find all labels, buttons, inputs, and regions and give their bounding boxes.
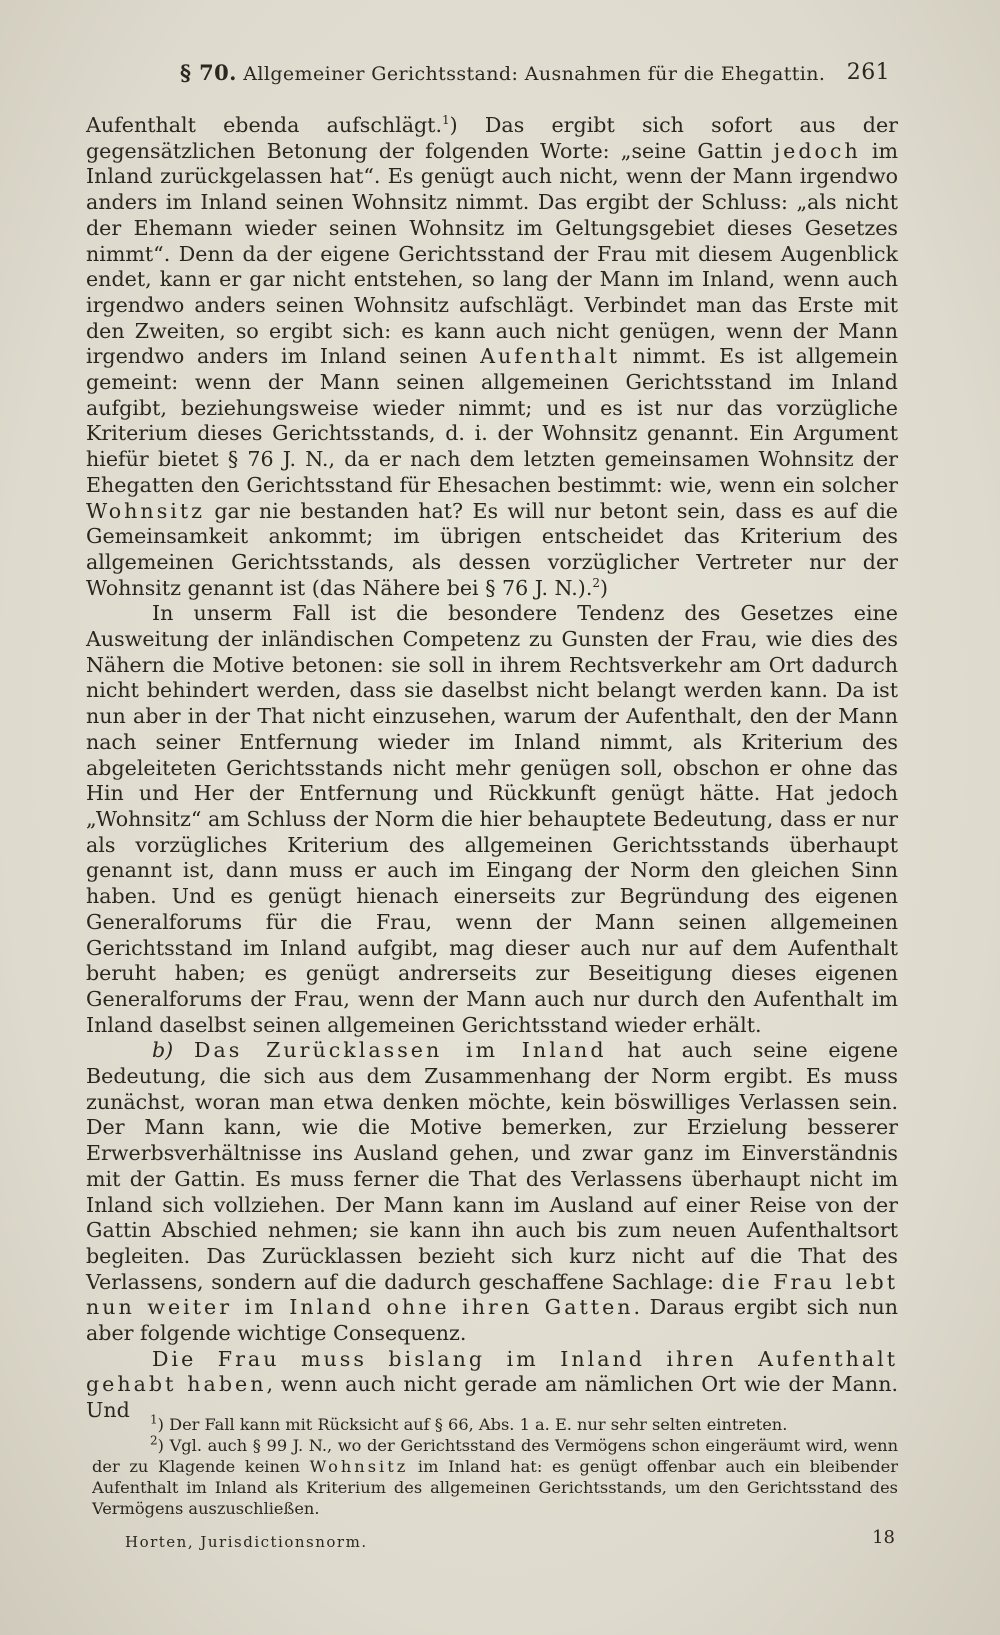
- main-text: [86, 113, 898, 1424]
- section-number: § 70.: [180, 60, 237, 85]
- page-number: 261: [846, 60, 890, 85]
- footnote-ref-1: 1: [442, 113, 450, 128]
- paragraph-4: Die Frau muss bislang im Inland ihren Aufenthalt gehabt haben, wenn auch nicht gerade am nämlichen Ort wie der Mann. Und: [86, 1346, 898, 1423]
- emphasis-aufenthalt: Aufenthalt: [480, 344, 620, 369]
- footnotes: [92, 1414, 898, 1519]
- paragraph-2: In unserm Fall ist die besondere Tendenz des Gesetzes eine Ausweitung der inländischen Competenz zu Gunsten der Frau, wie dies des Nähern die Motive betonen: sie soll in ihrem Rechtsverkehr am Ort dadurch nicht behindert werden, dass sie daselbst nicht belangt werden kann. Da ist nun aber in der That nicht einzusehen, warum der Aufenthalt, den der Mann nach seiner Entfernung wieder im Inland nimmt, als Kriterium des abgeleiteten Gerichtsstands nicht mehr genügen soll, obschon er ohne das Hin und Her der Entfernung und Rückkunft genügt hätte. Hat jedoch „Wohnsitz“ am Schluss der Norm die hier behauptete Bedeutung, dass er nur als vorzügliches Kriterium des allgemeinen Gerichtsstands überhaupt genannt ist, dann muss er auch im Eingang der Norm den gleichen Sinn haben. Und es genügt hienach einerseits zur Begründung des eigenen Generalforums für die Frau, wenn der Mann seinen allgemeinen Gerichtsstand im Inland aufgibt, mag dieser auch nur auf dem Aufenthalt beruht haben; es genügt andrerseits zur Beseitigung dieses eigenen Generalforums der Frau, wenn der Mann auch nur durch den Aufenthalt im Inland daselbst seinen allgemeinen Gerichtsstand wieder erhält.: [86, 601, 898, 1037]
- signature-author: Horten, Jurisdictionsnorm.: [125, 1533, 368, 1551]
- emphasis-wohnsitz: Wohnsitz: [86, 498, 205, 523]
- running-header: [180, 60, 890, 100]
- paragraph-1: Aufenthalt ebenda aufschlägt.$^1$) Das ergibt sich sofort aus der gegensätzlichen Betonung der folgenden Worte: „seine Gattin jedoch im Inland zurückgelassen hat“. Es genügt auch nicht, wenn der Mann irgendwo anders im Inland seinen Wohnsitz nimmt. Das ergibt der Schluss: „als nicht der Ehemann wieder seinen Wohnsitz im Geltungsgebiet dieses Gesetzes nimmt“. Denn da der eigene Gerichtsstand der Frau mit diesem Augenblick endet, kann er gar nicht entstehen, so lang der Mann im Inland, wenn auch irgendwo anders seinen Wohnsitz aufschlägt. Verbindet man das Erste mit den Zweiten, so ergibt sich: es kann auch nicht genügen, wenn der Mann irgendwo anders im Inland seinen Aufenthalt nimmt. Es ist allgemein gemeint: wenn der Mann seinen allgemeinen Gerichtsstand im Inland aufgibt, beziehungsweise wieder nimmt; und es ist nur das vorzügliche Kriterium dieses Gerichtsstands, d. i. der Wohnsitz genannt. Ein Argument hiefür bietet § 76 J. N., da er nach dem letzten gemeinsamen Wohnsitz der Ehegatten den Gerichtsstand für Ehesachen bestimmt: wie, wenn ein solcher Wohnsitz gar nie bestanden hat? Es will nur betont sein, dass es auf die Gemeinsamkeit ankommt; im übrigen entscheidet das Kriterium des allgemeinen Gerichtsstands, als dessen vorzüglicher Vertreter nur der Wohnsitz genannt ist (das Nähere bei § 76 J. N.).$^2$): [86, 113, 899, 600]
- emphasis-zuruecklassen: Das Zurücklassen im Inland: [193, 1038, 607, 1063]
- signature-line: [125, 1527, 895, 1563]
- paragraph-3: b) Das Zurücklassen im Inland hat auch seine eigene Bedeutung, die sich aus dem Zusammenhang der Norm ergibt. Es muss zunächst, woran man etwa denken möchte, kein böswilliges Verlassen sein. Der Mann kann, wie die Motive bemerken, zur Erzielung besserer Erwerbsverhältnisse ins Ausland gehen, und zwar ganz im Einverständnis mit der Gattin. Es muss ferner die That des Verlassens überhaupt nicht im Inland sich vollziehen. Der Mann kann im Ausland auf einer Reise von der Gattin Abschied nehmen; sie kann ihn auch bis zum neuen Aufenthaltsort begleiten. Das Zurücklassen bezieht sich kurz nicht auf die That des Verlassens, sondern auf die dadurch geschaffene Sachlage: die Frau lebt nun weiter im Inland ohne ihren Gatten. Daraus ergibt sich nun aber folgende wichtige Consequenz.: [86, 1038, 899, 1346]
- emphasis-jedoch: jedoch: [773, 138, 861, 163]
- footnote-ref-2: 2: [592, 575, 601, 590]
- item-marker-b: b): [152, 1038, 174, 1063]
- footnote-2: $^2$) Vgl. auch § 99 J. N., wo der Gerichtsstand des Vermögens schon eingeräumt wird, wenn der zu Klagende keinen Wohnsitz im Inland hat: es genügt offenbar auch ein bleibender Aufenthalt im Inland als Kriterium des allgemeinen Gerichtsstands, um den Gerichtsstand des Vermögens auszuschließen.: [92, 1433, 898, 1518]
- emphasis-frau-lebt: die Frau lebt nun weiter im Inland ohne ihren Gatten: [86, 1269, 898, 1320]
- sheet-number: 18: [872, 1527, 895, 1548]
- running-title: Allgemeiner Gerichtsstand: Ausnahmen für die Ehegattin.: [243, 63, 826, 85]
- emphasis-frau-aufenthalt: Die Frau muss bislang im Inland ihren Aufenthalt gehabt haben: [86, 1346, 898, 1397]
- footnote-1: $^1$) Der Fall kann mit Rücksicht auf § 66, Abs. 1 a. E. nur sehr selten eintreten.: [150, 1412, 788, 1434]
